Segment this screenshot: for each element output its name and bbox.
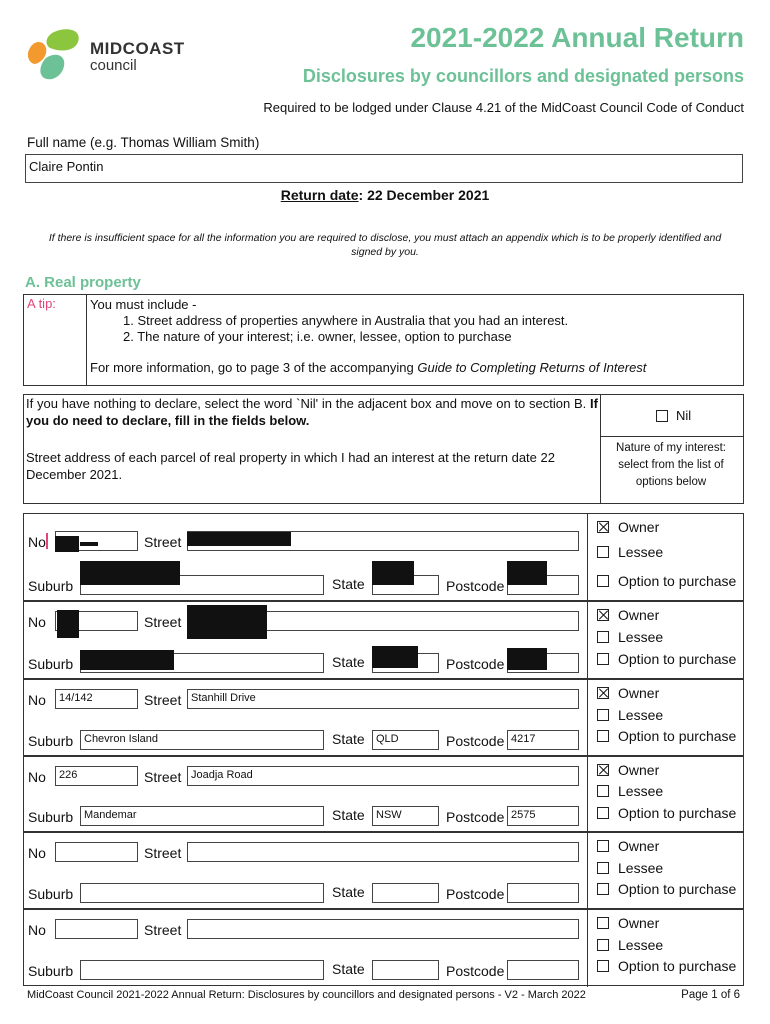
- state-field[interactable]: [372, 960, 439, 980]
- street-label: Street: [144, 614, 182, 630]
- option-label: Option to purchase: [618, 651, 737, 667]
- suburb-label: Suburb: [28, 963, 74, 979]
- space-note: If there is insufficient space for all the information you are required to disclose, you must attach an appendix which is to be properly identified and signed by you.: [48, 232, 722, 258]
- footer-text: MidCoast Council 2021-2022 Annual Return: Disclosures by councillors and designated persons - V2 - March 2022: [27, 989, 586, 1001]
- owner-label: Owner: [618, 685, 660, 701]
- suburb-label: Suburb: [28, 809, 74, 825]
- lessee-label: Lessee: [618, 706, 664, 723]
- no-label: No: [28, 614, 46, 630]
- property-row: [23, 756, 744, 832]
- property-row: [23, 679, 744, 756]
- nil-instruction-bold: If you do need to declare, fill in the fields below.: [26, 396, 598, 428]
- lessee-checkbox[interactable]: [597, 785, 609, 797]
- suburb-field[interactable]: [80, 960, 324, 980]
- option-label: Option to purchase: [618, 728, 737, 745]
- lessee-label: Lessee: [618, 629, 664, 645]
- no-label: No: [28, 845, 46, 861]
- interest-instruction: Nature of my interest: select from the list of options below: [616, 442, 726, 488]
- lessee-checkbox[interactable]: [597, 546, 609, 558]
- owner-checkbox[interactable]: [597, 609, 609, 621]
- state-value: NSW: [376, 809, 402, 821]
- redaction-block: [187, 605, 267, 639]
- state-label: State: [332, 807, 365, 823]
- option-to-purchase-checkbox[interactable]: [597, 960, 609, 972]
- lessee-label: Lessee: [618, 544, 664, 561]
- nil-label: Nil: [676, 408, 692, 423]
- full-name-value: Claire Pontin: [29, 159, 104, 174]
- state-label: State: [332, 884, 365, 900]
- redaction-block: [372, 646, 418, 668]
- option-to-purchase-checkbox[interactable]: [597, 575, 609, 587]
- no-label: No: [28, 534, 46, 550]
- state-label: State: [332, 654, 365, 670]
- suburb-label: Suburb: [28, 578, 74, 594]
- property-row: [23, 513, 744, 601]
- return-date-label: Return date: [280, 187, 359, 203]
- lessee-label: Lessee: [618, 859, 664, 876]
- required-note: Required to be lodged under Clause 4.21 of the MidCoast Council Code of Conduct: [263, 100, 744, 115]
- page-number: Page 1 of 6: [681, 989, 740, 1001]
- return-date-value: : 22 December 2021: [358, 187, 490, 203]
- nil-instruction: [26, 395, 598, 429]
- owner-checkbox[interactable]: [597, 764, 609, 776]
- interest-divider: [587, 833, 588, 910]
- property-row: [23, 909, 744, 986]
- postcode-label: Postcode: [446, 733, 505, 749]
- street-field[interactable]: [187, 689, 579, 709]
- logo-line2: council: [90, 57, 137, 74]
- section-a-heading: A. Real property: [25, 274, 141, 291]
- suburb-value: Chevron Island: [84, 733, 158, 745]
- no-value: 14/142: [59, 692, 93, 704]
- page-subtitle: Disclosures by councillors and designated persons: [302, 66, 744, 86]
- lessee-checkbox[interactable]: [597, 939, 609, 951]
- interest-divider: [587, 602, 588, 680]
- no-field[interactable]: [55, 766, 138, 786]
- postcode-field[interactable]: [507, 730, 579, 750]
- tip-box: [86, 294, 744, 386]
- owner-label: Owner: [618, 915, 660, 931]
- state-label: State: [332, 731, 365, 747]
- logo-line1: MIDCOAST: [90, 39, 185, 58]
- street-label: Street: [144, 769, 182, 785]
- postcode-label: Postcode: [446, 578, 505, 594]
- no-field[interactable]: [55, 842, 138, 862]
- street-label: Street: [144, 922, 182, 938]
- owner-checkbox[interactable]: [597, 840, 609, 852]
- state-label: State: [332, 961, 365, 977]
- no-label: No: [28, 922, 46, 938]
- nil-checkbox[interactable]: [656, 410, 668, 422]
- tip-item-1: 1. Street address of properties anywhere in Australia that you had an interest.: [123, 313, 569, 328]
- property-row: [23, 601, 744, 679]
- owner-checkbox[interactable]: [597, 521, 609, 533]
- redaction-block: [507, 561, 547, 585]
- postcode-field[interactable]: [507, 806, 579, 826]
- suburb-label: Suburb: [28, 886, 74, 902]
- tip-label: A tip:: [27, 296, 56, 311]
- postcode-field[interactable]: [507, 883, 579, 903]
- interest-divider: [587, 680, 588, 757]
- postcode-label: Postcode: [446, 809, 505, 825]
- interest-divider: [587, 910, 588, 987]
- street-field[interactable]: [187, 919, 579, 939]
- owner-checkbox[interactable]: [597, 687, 609, 699]
- owner-label: Owner: [618, 762, 660, 778]
- redaction-block: [80, 542, 98, 546]
- owner-label: Owner: [618, 607, 660, 623]
- postcode-label: Postcode: [446, 886, 505, 902]
- street-label: Street: [144, 692, 182, 708]
- suburb-field[interactable]: [80, 883, 324, 903]
- street-label: Street: [144, 534, 182, 550]
- street-value: Stanhill Drive: [191, 692, 256, 704]
- option-to-purchase-checkbox[interactable]: [597, 730, 609, 742]
- tip-guide-title: Guide to Completing Returns of Interest: [417, 360, 647, 375]
- state-label: State: [332, 576, 365, 592]
- text-cursor: [46, 533, 48, 549]
- return-date: [0, 187, 770, 203]
- option-label: Option to purchase: [618, 881, 737, 898]
- street-field[interactable]: [187, 842, 579, 862]
- suburb-field[interactable]: [80, 806, 324, 826]
- option-label: Option to purchase: [618, 804, 737, 821]
- state-field[interactable]: [372, 730, 439, 750]
- owner-label: Owner: [618, 838, 660, 854]
- lessee-label: Lessee: [618, 936, 664, 953]
- lessee-checkbox[interactable]: [597, 862, 609, 874]
- suburb-field[interactable]: [80, 730, 324, 750]
- redaction-block: [187, 532, 291, 546]
- lessee-checkbox[interactable]: [597, 631, 609, 643]
- redaction-block: [55, 536, 79, 552]
- no-label: No: [28, 769, 46, 785]
- postcode-value: 2575: [511, 809, 536, 821]
- option-to-purchase-checkbox[interactable]: [597, 807, 609, 819]
- street-instruction: Street address of each parcel of real property in which I had an interest at the return date 22 December 2021.: [26, 450, 555, 482]
- nil-cell: [600, 395, 744, 437]
- tip-more-prefix: For more information, go to page 3 of the accompanying: [90, 360, 418, 375]
- owner-label: Owner: [618, 519, 660, 535]
- redaction-block: [57, 610, 79, 638]
- street-label: Street: [144, 845, 182, 861]
- no-field[interactable]: [55, 689, 138, 709]
- interest-divider: [587, 514, 588, 602]
- redaction-block: [372, 561, 414, 585]
- suburb-value: Mandemar: [84, 809, 137, 821]
- state-value: QLD: [376, 733, 399, 745]
- suburb-label: Suburb: [28, 733, 74, 749]
- option-label: Option to purchase: [618, 958, 737, 975]
- postcode-label: Postcode: [446, 656, 505, 672]
- postcode-value: 4217: [511, 733, 536, 745]
- state-field[interactable]: [372, 883, 439, 903]
- tip-more: [90, 360, 646, 375]
- state-field[interactable]: [372, 806, 439, 826]
- street-value: Joadja Road: [191, 769, 253, 781]
- instruction-block: [23, 394, 744, 504]
- full-name-label: Full name (e.g. Thomas William Smith): [27, 135, 260, 150]
- owner-checkbox[interactable]: [597, 917, 609, 929]
- no-label: No: [28, 692, 46, 708]
- option-to-purchase-checkbox[interactable]: [597, 883, 609, 895]
- full-name-field[interactable]: [25, 154, 743, 183]
- redaction-block: [80, 561, 180, 585]
- tip-item-2: 2. The nature of your interest; i.e. owner, lessee, option to purchase: [123, 329, 512, 344]
- interest-divider: [587, 757, 588, 833]
- postcode-field[interactable]: [507, 960, 579, 980]
- interest-divider: [600, 436, 601, 503]
- lessee-checkbox[interactable]: [597, 709, 609, 721]
- page-title: 2021-2022 Annual Return: [410, 22, 744, 53]
- no-value: 226: [59, 769, 78, 781]
- option-label: Option to purchase: [618, 572, 737, 589]
- logo: [24, 26, 194, 84]
- nil-instruction-text: If you have nothing to declare, select the word `Nil' in the adjacent box and move on to section B.: [26, 396, 591, 411]
- no-field[interactable]: [55, 919, 138, 939]
- lessee-label: Lessee: [618, 783, 664, 800]
- tip-label-box: [23, 294, 87, 386]
- street-field[interactable]: [187, 766, 579, 786]
- postcode-label: Postcode: [446, 963, 505, 979]
- midcoast-logo-mark: [24, 26, 84, 84]
- redaction-block: [507, 648, 547, 670]
- option-to-purchase-checkbox[interactable]: [597, 653, 609, 665]
- redaction-block: [80, 650, 174, 670]
- tip-intro: You must include -: [90, 297, 197, 312]
- suburb-label: Suburb: [28, 656, 74, 672]
- property-row: [23, 832, 744, 909]
